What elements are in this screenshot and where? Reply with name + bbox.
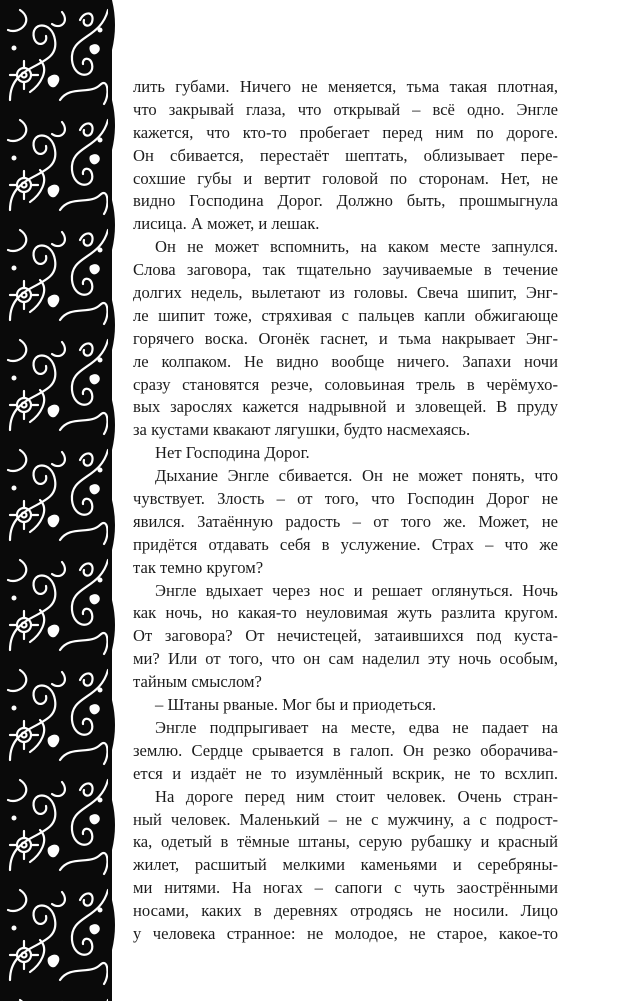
text-line: ми нитями. На ногах – сапоги с чуть заострёнными: [133, 878, 558, 898]
text-line: лить губами. Ничего не меняется, тьма такая плотная,: [133, 77, 558, 96]
text-line: тайным смыслом?: [133, 672, 262, 692]
text-line: Он не может вспомнить, на каком месте запнулся.: [155, 237, 558, 257]
text-line: так темно кругом?: [133, 557, 264, 577]
text-line: у человека странное: не молодое, не старое, какое-то: [133, 923, 558, 943]
text-line: придётся отдавать себя в услужение. Страх – что же: [133, 534, 558, 554]
text-line: жилет, расшитый мелкими каменьями и серебряны-: [133, 855, 558, 875]
text-line: носами, каких в деревнях отродясь не носили. Лицо: [133, 901, 558, 921]
text-line: лисица. А может, и лешак.: [133, 214, 320, 234]
text-line: сохшие губы и вертит головой по сторонам. Нет, не: [133, 168, 558, 188]
book-page-text: [133, 76, 558, 946]
text-line: ле колпаком. Не видно вообще ничего. Запахи ночи: [133, 351, 558, 371]
text-line: ный человек. Маленький – не с мужчину, а с подрост-: [133, 809, 558, 829]
text-line: что закрывай глаза, что открывай – всё одно. Энгле: [133, 99, 558, 119]
text-line: Дыхание Энгле сбивается. Он не может понять, что: [155, 466, 558, 486]
text-line: На дороге перед ним стоит человек. Очень стран-: [155, 786, 558, 806]
text-line: за кустами квакают лягушки, будто насмехаясь.: [133, 420, 471, 440]
text-line: как ночь, но какая-то неуловимая жуть разлита кругом.: [133, 603, 558, 623]
text-line: – Штаны рваные. Мог бы и приодеться.: [155, 695, 437, 715]
text-line: Нет Господина Дорог.: [155, 443, 310, 463]
text-line: Он сбивается, перестаёт шептать, облизывает пере-: [133, 145, 558, 165]
text-line: землю. Сердце срывается в галоп. Он резко оборачива-: [133, 740, 558, 760]
text-line: Энгле вдыхает через нос и решает оглянуться. Ночь: [155, 580, 558, 600]
text-line: явился. Затаённую радость – от того же. Может, не: [133, 511, 558, 531]
text-line: Слова заговора, так тщательно заучиваемые в течение: [133, 260, 558, 280]
text-line: Энгле подпрыгивает на месте, едва не падает на: [155, 717, 558, 737]
text-line: долгих недель, вылетают из головы. Свеча шипит, Энг-: [133, 283, 558, 303]
text-line: видно Господина Дорог. Должно быть, прошмыгнула: [133, 191, 558, 211]
text-line: От заговора? От нечистецей, затаившихся под куста-: [133, 626, 558, 646]
text-line: чувствует. Злость – от того, что Господин Дорог не: [133, 489, 558, 509]
text-line: ми? Или от того, что он сам наделил эту ночь особым,: [133, 649, 558, 669]
text-line: ется и издаёт не то изумлённый вскрик, не то всхлип.: [133, 763, 558, 783]
text-line: кажется, что кто-то пробегает перед ним по дороге.: [133, 122, 558, 142]
floral-ornament-border-icon: [0, 0, 118, 1001]
text-line: ка, одетый в тёмные штаны, серую рубашку и красный: [133, 832, 558, 852]
text-line: горячего воска. Огонёк гаснет, и тьма накрывает Энг-: [133, 328, 558, 348]
text-line: сразу становятся резче, соловьиная трель в черёмухо-: [133, 374, 558, 394]
text-line: ле шипит тоже, стряхивая с пальцев капли обжигающе: [133, 305, 558, 325]
text-line: вых зарослях кажется надрывной и зловещей. В пруду: [133, 397, 558, 417]
